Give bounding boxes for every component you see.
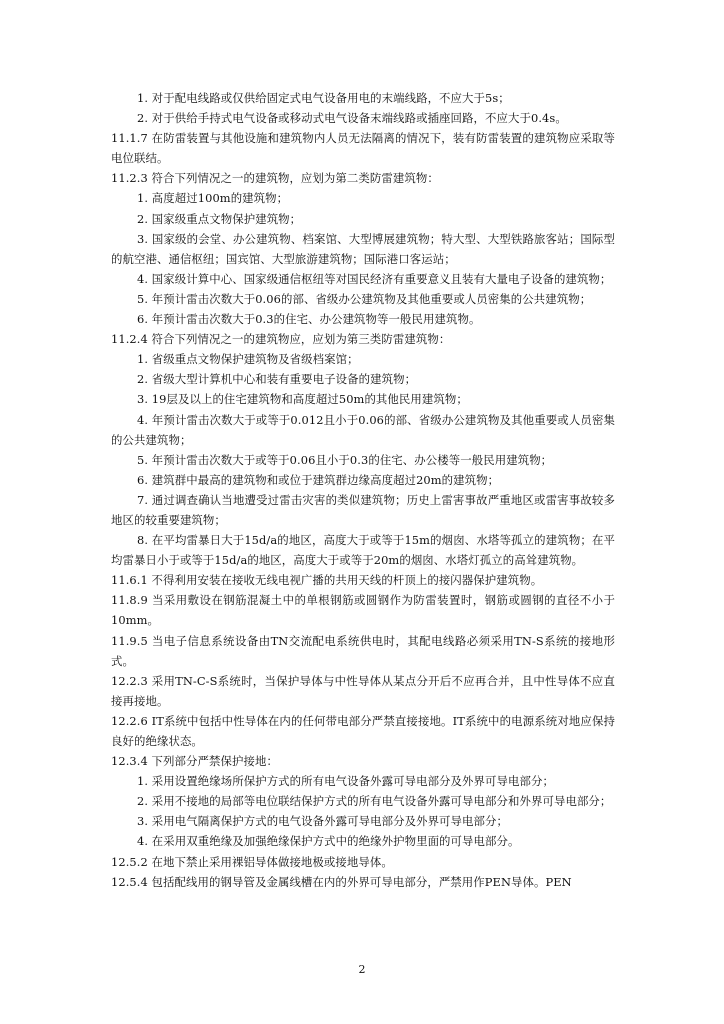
list-item-paragraph: 7. 通过调查确认当地遭受过雷击灾害的类似建筑物；历史上雷害事故严重地区或雷害事故较多地区的较重要建筑物； — [111, 492, 615, 527]
section-paragraph: 11.2.3 符合下列情况之一的建筑物，应划为第二类防雷建筑物： — [111, 171, 439, 186]
section-paragraph: 12.2.6 IT系统中包括中性导体在内的任何带电部分严禁直接接地。IT系统中的电源系统对地应保持良好的绝缘状态。 — [111, 713, 615, 748]
list-item-paragraph: 3. 19层及以上的住宅建筑物和高度超过50m的其他民用建筑物； — [137, 392, 468, 407]
list-item-paragraph: 4. 年预计雷击次数大于或等于0.012且小于0.06的部、省级办公建筑物及其他重要或人员密集的公共建筑物； — [111, 412, 615, 447]
list-item-paragraph: 5. 年预计雷击次数大于或等于0.06且小于0.3的住宅、办公楼等一般民用建筑物； — [137, 452, 553, 467]
list-item-paragraph: 2. 省级大型计算机中心和装有重要电子设备的建筑物； — [137, 372, 417, 387]
section-paragraph: 11.1.7 在防雷装置与其他设施和建筑物内人员无法隔离的情况下，装有防雷装置的建筑物应采取等电位联结。 — [111, 131, 615, 166]
page-number: 2 — [358, 963, 366, 976]
list-item-paragraph: 1. 采用设置绝缘场所保护方式的所有电气设备外露可导电部分及外界可导电部分； — [137, 774, 554, 789]
section-paragraph: 11.6.1 不得利用安装在接收无线电视广播的共用天线的杆顶上的接闪器保护建筑物。 — [111, 573, 543, 588]
list-item-paragraph: 2. 采用不接地的局部等电位联结保护方式的所有电气设备外露可导电部分和外界可导电部分； — [137, 794, 612, 809]
document-body — [111, 88, 615, 892]
list-item-paragraph: 3. 国家级的会堂、办公建筑物、档案馆、大型博展建筑物；特大型、大型铁路旅客站；国际型的航空港、通信枢纽；国宾馆、大型旅游建筑物；国际港口客运站； — [111, 231, 615, 266]
section-paragraph: 12.3.4 下列部分严禁保护接地： — [111, 754, 278, 769]
list-item-paragraph: 4. 国家级计算中心、国家级通信枢纽等对国民经济有重要意义且装有大量电子设备的建筑物； — [137, 271, 612, 286]
list-item-paragraph: 6. 年预计雷击次数大于0.3的住宅、办公建筑物等一般民用建筑物。 — [137, 312, 481, 327]
section-paragraph: 12.5.2 在地下禁止采用裸铝导体做接地极或接地导体。 — [111, 854, 393, 869]
section-paragraph: 11.9.5 当电子信息系统设备由TN交流配电系统供电时，其配电线路必须采用TN-S系统的接地形式。 — [111, 633, 615, 668]
list-item-paragraph: 1. 高度超过100m的建筑物； — [137, 191, 289, 206]
list-item-paragraph: 4. 在采用双重绝缘及加强绝缘保护方式中的绝缘外护物里面的可导电部分。 — [137, 834, 520, 849]
section-paragraph: 11.2.4 符合下列情况之一的建筑物应，应划为第三类防雷建筑物： — [111, 332, 451, 347]
list-item-paragraph: 2. 国家级重点文物保护建筑物； — [137, 211, 302, 226]
section-paragraph: 11.8.9 当采用敷设在钢筋混凝土中的单根钢筋或圆钢作为防雷装置时，钢筋或圆钢的直径不小于10mm。 — [111, 593, 615, 628]
section-paragraph: 12.2.3 采用TN-C-S系统时，当保护导体与中性导体从某点分开后不应再合并，且中性导体不应直接再接地。 — [111, 673, 615, 708]
list-item-paragraph: 1. 省级重点文物保护建筑物及省级档案馆； — [137, 352, 359, 367]
list-item-paragraph: 6. 建筑群中最高的建筑物和或位于建筑群边缘高度超过20m的建筑物； — [137, 472, 500, 487]
list-item-paragraph: 1. 对于配电线路或仅供给固定式电气设备用电的末端线路，不应大于5s； — [137, 91, 510, 105]
list-item-paragraph: 8. 在平均雷暴日大于15d/a的地区，高度大于或等于15m的烟囱、水塔等孤立的建筑物；在平均雷暴日小于或等于15d/a的地区，高度大于或等于20m的烟囱、水塔灯孤立的高耸建筑物。 — [111, 533, 615, 568]
list-item-paragraph: 3. 采用电气隔离保护方式的电气设备外露可导电部分及外界可导电部分； — [137, 814, 508, 829]
section-paragraph: 12.5.4 包括配线用的钢导管及金属线槽在内的外界可导电部分，严禁用作PEN导体。PEN — [111, 874, 572, 889]
list-item-paragraph: 2. 对于供给手持式电气设备或移动式电气设备末端线路或插座回路，不应大于0.4s。 — [137, 111, 567, 126]
list-item-paragraph: 5. 年预计雷击次数大于0.06的部、省级办公建筑物及其他重要或人员密集的公共建筑物； — [137, 291, 592, 306]
